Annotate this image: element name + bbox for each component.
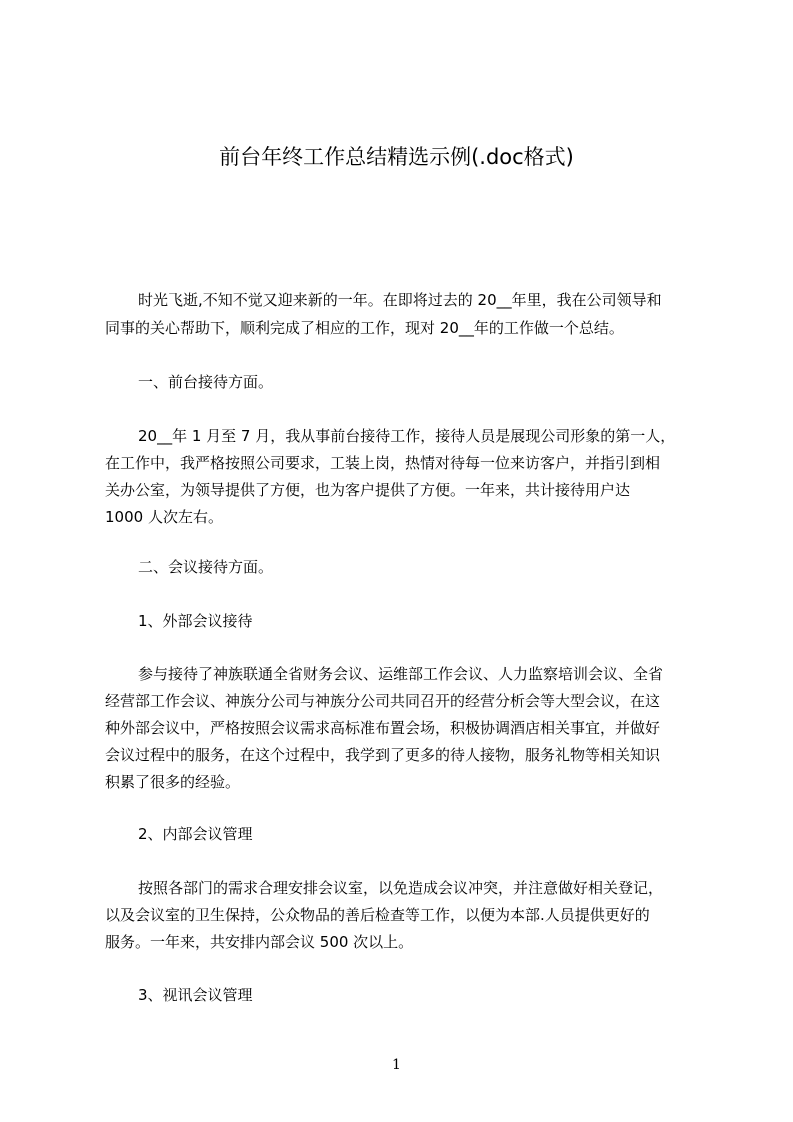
subsection-3-heading: 3、视讯会议管理	[138, 986, 253, 1004]
subsection-2-line-1: 按照各部门的需求合理安排会议室，以免造成会议冲突，并注意做好相关登记，	[138, 879, 664, 897]
section-2-heading: 二、会议接待方面。	[138, 558, 274, 576]
subsection-2-heading: 2、内部会议管理	[138, 825, 253, 843]
subsection-2-line-3: 服务。一年来，共安排内部会议 500 次以上。	[105, 933, 414, 951]
section-1-line-3: 关办公室，为领导提供了方便，也为客户提供了方便。一年来，共计接待用户达	[105, 481, 631, 499]
section-1-heading: 一、前台接待方面。	[138, 373, 274, 391]
subsection-1-line-2: 经营部工作会议、神族分公司与神族分公司共同召开的经营分析会等大型会议，在这	[105, 692, 661, 710]
subsection-1-line-4: 会议过程中的服务，在这个过程中，我学到了更多的待人接物，服务礼物等相关知识	[105, 746, 661, 764]
section-1-line-2: 在工作中，我严格按照公司要求，工装上岗，热情对待每一位来访客户，并指引到相	[105, 454, 661, 472]
section-1-line-1: 20__年 1 月至 7 月，我从事前台接待工作，接待人员是展现公司形象的第一人，	[138, 427, 676, 445]
subsection-1-line-1: 参与接待了神族联通全省财务会议、运维部工作会议、人力监察培训会议、全省	[138, 665, 664, 683]
page-number: 1	[392, 1057, 401, 1073]
intro-line-1: 时光飞逝,不知不觉又迎来新的一年。在即将过去的 20__年里，我在公司领导和	[138, 291, 662, 309]
subsection-1-line-3: 种外部会议中，严格按照会议需求高标准布置会场，积极协调酒店相关事宜，并做好	[105, 719, 661, 737]
subsection-1-heading: 1、外部会议接待	[138, 612, 253, 630]
document-title: 前台年终工作总结精选示例(.doc格式)	[219, 145, 574, 169]
subsection-2-line-2: 以及会议室的卫生保持，公众物品的善后检查等工作，以便为本部.人员提供更好的	[105, 906, 650, 924]
section-1-line-4: 1000 人次左右。	[105, 508, 223, 526]
intro-line-2: 同事的关心帮助下，顺利完成了相应的工作，现对 20__年的工作做一个总结。	[105, 319, 624, 337]
subsection-1-line-5: 积累了很多的经验。	[105, 773, 241, 791]
